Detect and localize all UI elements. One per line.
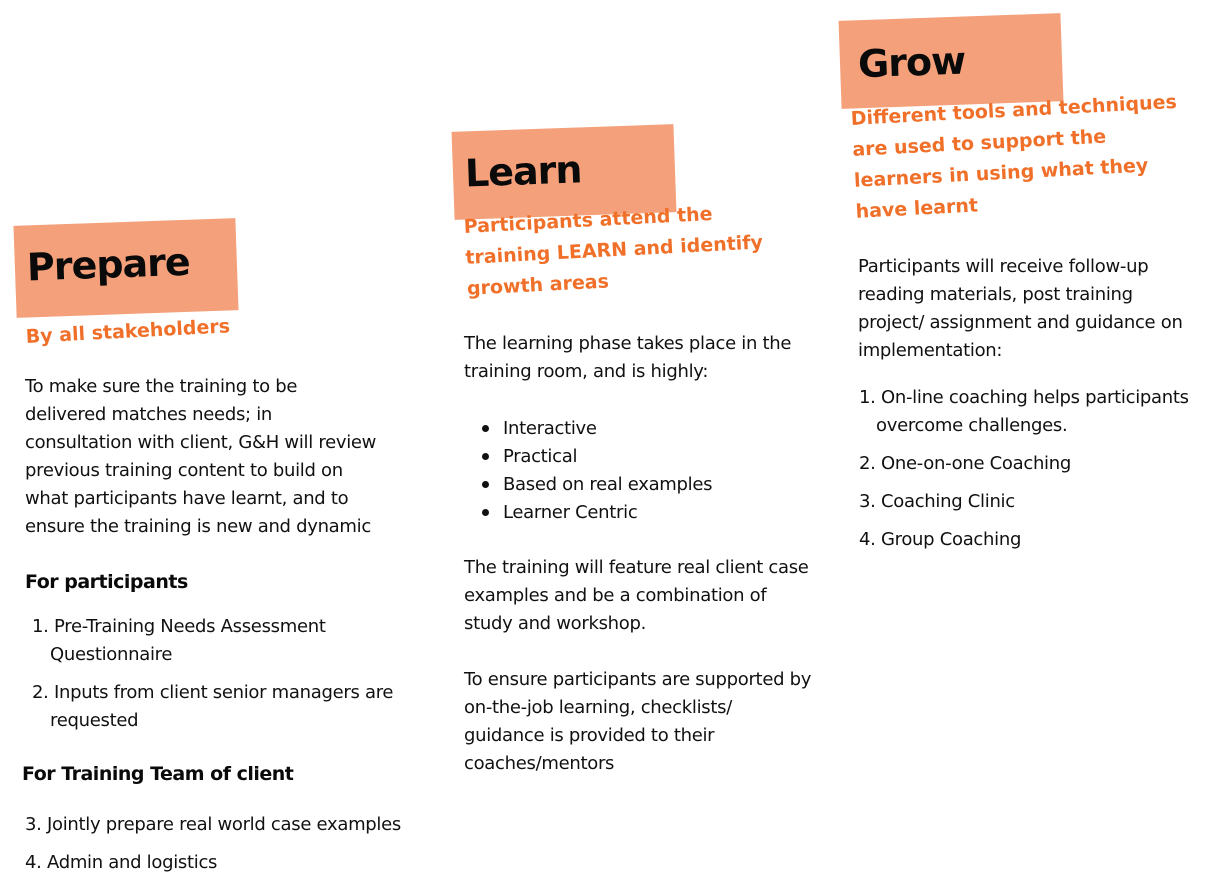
training-team-heading: For Training Team of client bbox=[22, 763, 294, 785]
grow-subtitle-line: Different tools and techniques bbox=[850, 90, 1178, 130]
bullet-dot bbox=[482, 509, 489, 516]
prepare-item-3: 3. Jointly prepare real world case examples bbox=[25, 814, 401, 835]
prepare-intro-line: ensure the training is new and dynamic bbox=[25, 516, 371, 537]
learn-bullet-item: Interactive bbox=[503, 418, 597, 439]
prepare-intro-line: To make sure the training to be bbox=[25, 376, 298, 397]
grow-item-2: 2. One-on-one Coaching bbox=[859, 453, 1071, 474]
learn-para-3-line: guidance is provided to their bbox=[464, 725, 715, 746]
prepare-title: Prepare bbox=[26, 239, 191, 290]
grow-item-1: 1. On-line coaching helps participants bbox=[859, 387, 1189, 408]
prepare-intro-line: previous training content to build on bbox=[25, 460, 343, 481]
prepare-intro-line: consultation with client, G&H will review bbox=[25, 432, 377, 453]
prepare-item-4: 4. Admin and logistics bbox=[25, 852, 218, 873]
prepare-item-1-cont: Questionnaire bbox=[50, 644, 173, 665]
prepare-tape bbox=[13, 218, 238, 318]
learn-bullet-item: Learner Centric bbox=[503, 502, 638, 523]
learn-para-2-line: examples and be a combination of bbox=[464, 585, 767, 606]
grow-subtitle-line: are used to support the bbox=[851, 125, 1107, 161]
grow-intro-line: implementation: bbox=[858, 340, 1003, 361]
grow-item-3: 3. Coaching Clinic bbox=[859, 491, 1015, 512]
grow-subtitle bbox=[850, 87, 1182, 228]
bullet-dot bbox=[482, 453, 489, 460]
learn-intro-line: training room, and is highly: bbox=[464, 361, 709, 382]
learn-para-3 bbox=[464, 666, 844, 778]
learn-para-2 bbox=[464, 554, 844, 638]
grow-title: Grow bbox=[857, 38, 966, 87]
prepare-intro-line: what participants have learnt, and to bbox=[25, 488, 349, 509]
learn-para-3-line: on-the-job learning, checklists/ bbox=[464, 697, 732, 718]
learn-intro-line: The learning phase takes place in the bbox=[464, 333, 792, 354]
learn-subtitle-line: training LEARN and identify bbox=[464, 231, 764, 269]
learn-para-2-line: study and workshop. bbox=[464, 613, 647, 634]
grow-intro-line: reading materials, post training bbox=[858, 284, 1133, 305]
grow-item-4: 4. Group Coaching bbox=[859, 529, 1022, 550]
prepare-intro bbox=[25, 373, 425, 541]
learn-intro bbox=[464, 330, 844, 386]
prepare-item-2-cont: requested bbox=[50, 710, 139, 731]
learn-subtitle-line: Participants attend the bbox=[463, 202, 714, 238]
prepare-intro-line: delivered matches needs; in bbox=[25, 404, 273, 425]
learn-para-2-line: The training will feature real client case bbox=[464, 557, 809, 578]
bullet-dot bbox=[482, 481, 489, 488]
grow-intro bbox=[858, 253, 1203, 365]
learn-subtitle-line: growth areas bbox=[466, 270, 610, 300]
grow-item-1-cont: overcome challenges. bbox=[876, 415, 1068, 436]
grow-subtitle-line: learners in using what they bbox=[853, 154, 1149, 192]
prepare-item-2: 2. Inputs from client senior managers are bbox=[32, 682, 394, 703]
grow-subtitle-line: have learnt bbox=[855, 194, 979, 223]
participants-heading: For participants bbox=[25, 571, 188, 593]
grow-intro-line: project/ assignment and guidance on bbox=[858, 312, 1183, 333]
prepare-item-1: 1. Pre-Training Needs Assessment bbox=[32, 616, 326, 637]
learn-subtitle bbox=[463, 196, 765, 304]
prepare-subtitle: By all stakeholders bbox=[25, 315, 231, 348]
grow-intro-line: Participants will receive follow-up bbox=[858, 256, 1149, 277]
bullet-dot bbox=[482, 425, 489, 432]
learn-para-3-line: To ensure participants are supported by bbox=[464, 669, 812, 690]
learn-bullet-item: Based on real examples bbox=[503, 474, 713, 495]
learn-bullet-item: Practical bbox=[503, 446, 578, 467]
learn-para-3-line: coaches/mentors bbox=[464, 753, 615, 774]
learn-title: Learn bbox=[464, 147, 583, 196]
